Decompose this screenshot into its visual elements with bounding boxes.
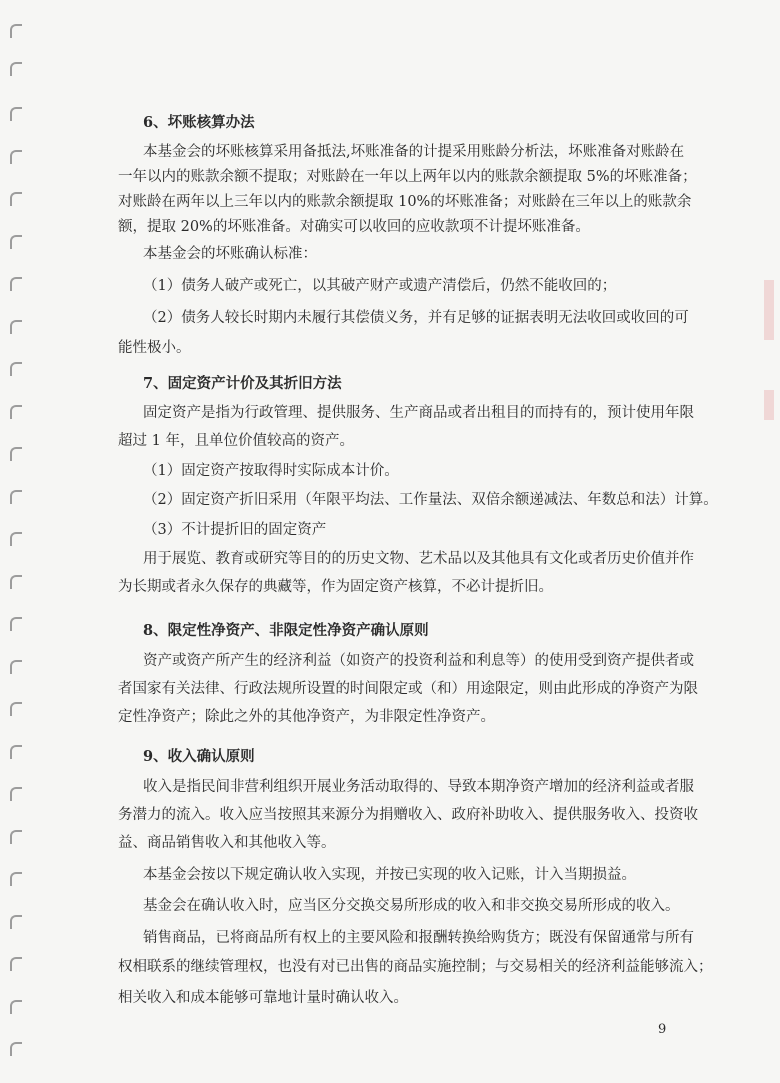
section-heading: 6、坏账核算办法 (143, 114, 255, 131)
paragraph-line: 收入是指民间非营利组织开展业务活动取得的、导致本期净资产增加的经济利益或者服 (143, 779, 694, 795)
list-item: （3）不计提折旧的固定资产 (143, 522, 327, 538)
paragraph-line: 务潜力的流入。收入应当按照其来源分为捐赠收入、政府补助收入、提供服务收入、投资收 (118, 807, 698, 823)
paragraph-line: 超过 1 年，且单位价值较高的资产。 (118, 433, 354, 449)
paragraph-line: 基金会在确认收入时，应当区分交换交易所形成的收入和非交换交易所形成的收入。 (143, 898, 680, 914)
paragraph-line: 销售商品，已将商品所有权上的主要风险和报酬转换给购货方；既没有保留通常与所有 (143, 930, 694, 946)
section-heading: 8、限定性净资产、非限定性净资产确认原则 (143, 622, 429, 639)
paragraph-line: 一年以内的账款余额不提取；对账龄在一年以上两年以内的账款余额提取 5%的坏账准备； (118, 169, 697, 185)
paragraph-line: 益、商品销售收入和其他收入等。 (118, 835, 336, 851)
page-number: 9 (658, 1022, 667, 1037)
section-heading: 7、固定资产计价及其折旧方法 (143, 375, 342, 392)
list-item: （1）固定资产按取得时实际成本计价。 (143, 463, 399, 479)
paragraph-line: 者国家有关法律、行政法规所设置的时间限定或（和）用途限定，则由此形成的净资产为限 (118, 681, 698, 697)
paragraph-line: 定性净资产；除此之外的其他净资产，为非限定性净资产。 (118, 709, 495, 725)
paragraph-line: 本基金会的坏账确认标准： (143, 246, 317, 262)
paragraph-line: 固定资产是指为行政管理、提供服务、生产商品或者出租目的而持有的，预计使用年限 (143, 405, 694, 421)
paragraph-line: 额，提取 20%的坏账准备。对确实可以收回的应收款项不计提坏账准备。 (118, 219, 590, 235)
list-item: （2）固定资产折旧采用（年限平均法、工作量法、双倍余额递减法、年数总和法）计算。 (143, 492, 718, 508)
paragraph-line: 能性极小。 (118, 340, 191, 356)
paragraph-line: 对账龄在两年以上三年以内的账款余额提取 10%的坏账准备；对账龄在三年以上的账款余 (118, 194, 692, 210)
paragraph-line: 本基金会的坏账核算采用备抵法,坏账准备的计提采用账龄分析法，坏账准备对账龄在 (143, 144, 685, 160)
section-heading: 9、收入确认原则 (143, 748, 255, 765)
paragraph-line: 为长期或者永久保存的典藏等，作为固定资产核算，不必计提折旧。 (118, 579, 553, 595)
paragraph-line: 资产或资产所产生的经济利益（如资产的投资利益和利息等）的使用受到资产提供者或 (143, 653, 694, 669)
paragraph-line: 用于展览、教育或研究等目的的历史文物、艺术品以及其他具有文化或者历史价值并作 (143, 551, 694, 567)
list-item: （1）债务人破产或死亡，以其破产财产或遗产清偿后，仍然不能收回的； (143, 278, 617, 294)
paragraph-line: 权相联系的继续管理权，也没有对已出售的商品实施控制；与交易相关的经济利益能够流入； (118, 959, 713, 975)
paragraph-line: 相关收入和成本能够可靠地计量时确认收入。 (118, 990, 408, 1006)
list-item: （2）债务人较长时期内未履行其偿债义务，并有足够的证据表明无法收回或收回的可 (143, 310, 689, 326)
paragraph-line: 本基金会按以下规定确认收入实现，并按已实现的收入记账，计入当期损益。 (143, 867, 636, 883)
